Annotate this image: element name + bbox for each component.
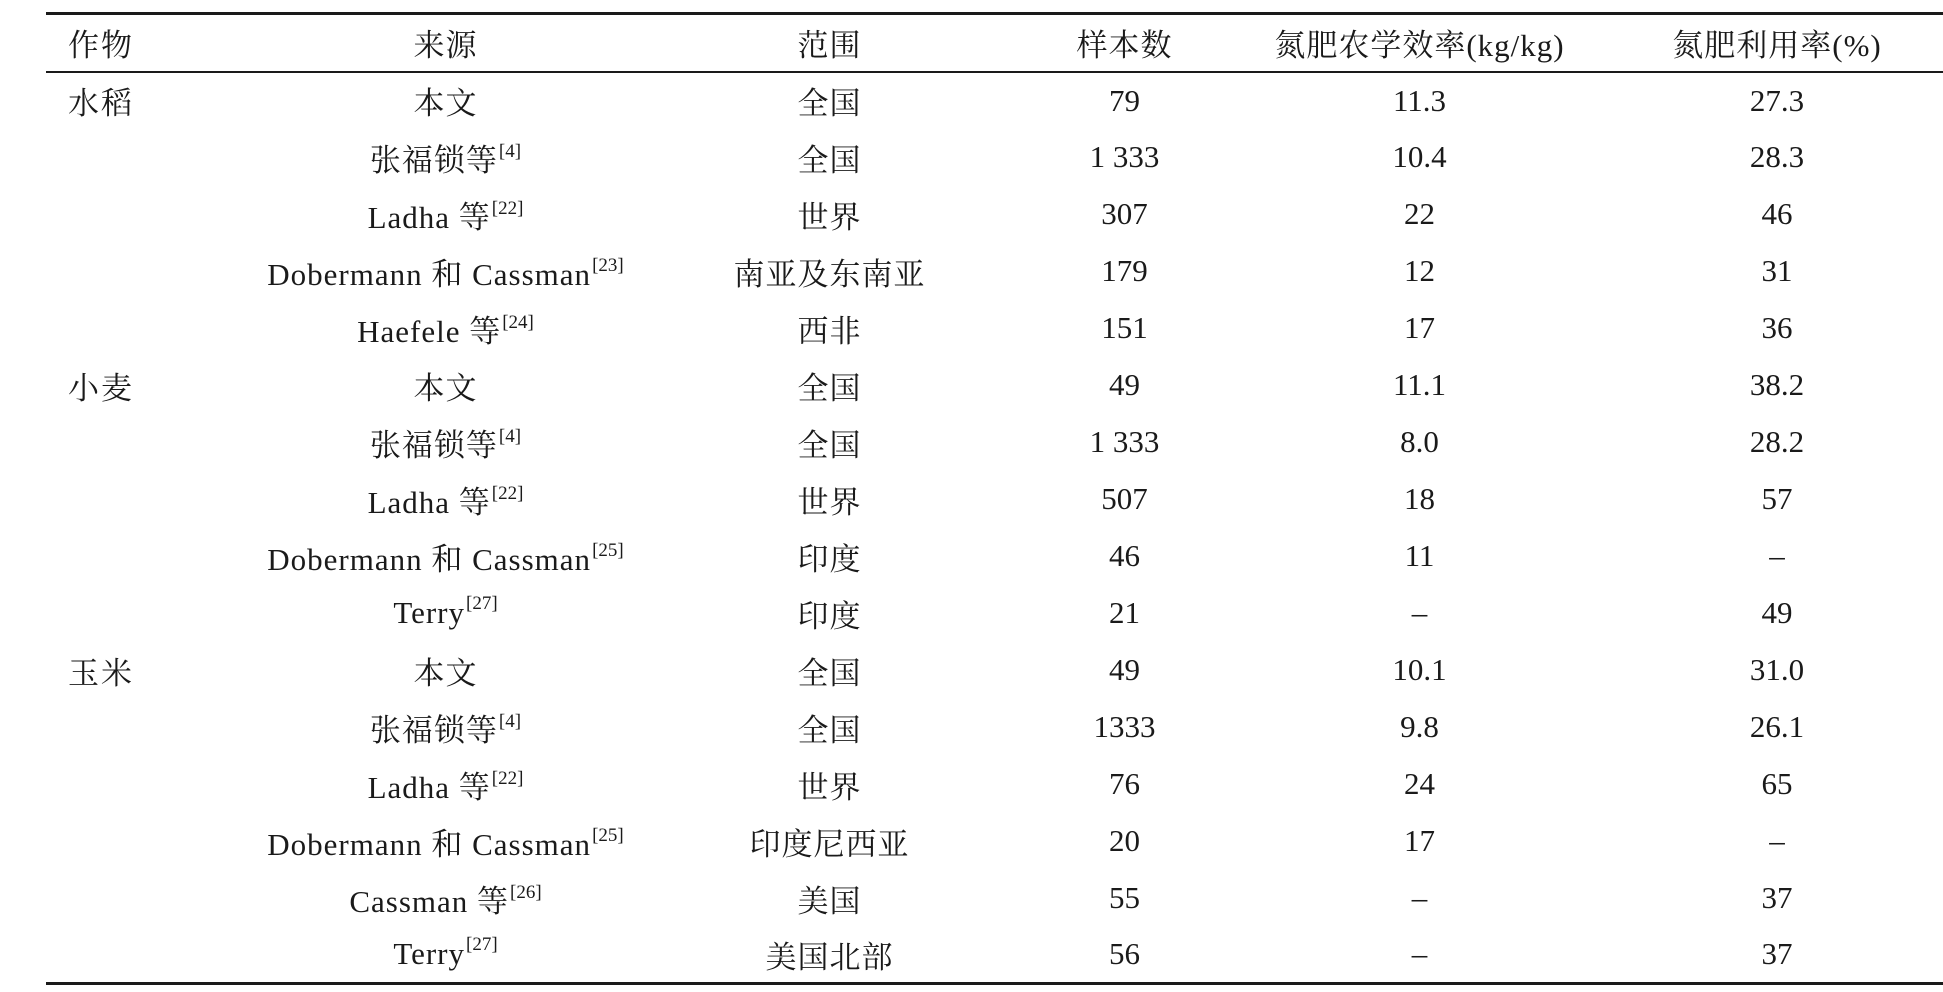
table-row (46, 72, 1943, 129)
cell-agronomic-efficiency: 17 (1404, 310, 1435, 345)
cell-recovery-efficiency: 26.1 (1749, 709, 1805, 744)
cell-agronomic-efficiency: 17 (1404, 823, 1435, 858)
table-row (46, 528, 1943, 585)
reference-citation: [27] (466, 593, 498, 614)
source-text: Haefele 等 (357, 313, 502, 349)
cell-agronomic-efficiency: 22 (1404, 196, 1435, 231)
cell-agronomic-efficiency: 10.1 (1392, 652, 1447, 687)
cell-crop (46, 756, 234, 813)
cell-source (234, 870, 657, 927)
cell-agronomic-efficiency: 11.1 (1392, 367, 1447, 402)
cell-crop: 水稻 (68, 86, 134, 121)
table-row (46, 927, 1943, 984)
reference-citation: [22] (491, 197, 524, 219)
cell-recovery-efficiency: 57 (1761, 481, 1793, 516)
cell-crop (46, 870, 234, 927)
cell-crop (46, 813, 234, 870)
table-row (46, 243, 1943, 300)
cell-crop (46, 927, 234, 984)
cell-sample-count: 56 (1002, 927, 1247, 984)
cell-agronomic-efficiency: – (1411, 880, 1428, 915)
reference-citation: [4] (498, 425, 522, 447)
cell-crop: 小麦 (68, 370, 134, 406)
cell-crop (46, 471, 234, 528)
reference-citation: [25] (592, 539, 624, 561)
source-text: Ladha 等 (367, 199, 491, 235)
cell-range: 美国 (797, 883, 862, 919)
cell-sample-count: 55 (1109, 880, 1140, 915)
cell-range: 印度 (797, 598, 862, 634)
cell-range: 全国 (797, 142, 862, 178)
cell-range: 印度尼西亚 (749, 826, 910, 862)
cell-sample-count: 20 (1109, 823, 1140, 858)
source-text: Dobermann 和 Cassman (267, 541, 592, 577)
cell-sample-count: 49 (1109, 652, 1140, 687)
source-text: Dobermann 和 Cassman (267, 826, 592, 862)
source-text: 本文 (413, 86, 478, 121)
cell-recovery-efficiency: 31 (1761, 253, 1793, 288)
header-range: 范围 (657, 14, 1002, 72)
cell-sample-count: 1 333 (1089, 424, 1160, 459)
cell-recovery-efficiency: 37 (1592, 927, 1943, 984)
header-source: 来源 (234, 14, 657, 72)
source-text: 张福锁等 (369, 142, 498, 178)
table-row (46, 699, 1943, 756)
reference-citation: [4] (498, 140, 522, 162)
reference-citation: [25] (592, 824, 624, 846)
cell-recovery-efficiency: 28.2 (1749, 424, 1805, 459)
cell-range: 世界 (797, 484, 862, 520)
table-row (46, 642, 1943, 699)
table-row (46, 186, 1943, 243)
header-crop: 作物 (46, 14, 234, 72)
reference-citation: [22] (491, 482, 524, 504)
cell-crop (46, 129, 234, 186)
source-text: Ladha 等 (367, 484, 491, 520)
reference-citation: [4] (498, 710, 522, 732)
cell-source (234, 72, 657, 129)
cell-crop (46, 300, 234, 357)
cell-recovery-efficiency: 31.0 (1749, 652, 1805, 687)
reference-citation: [27] (466, 934, 498, 956)
cell-sample-count: 79 (1109, 82, 1140, 118)
cell-range: 南亚及东南亚 (733, 256, 926, 292)
reference-citation: [26] (510, 881, 542, 903)
cell-recovery-efficiency: – (1769, 823, 1785, 858)
cell-range: 全国 (797, 655, 862, 691)
cell-crop (46, 186, 234, 243)
source-text: Dobermann 和 Cassman (267, 256, 592, 292)
cell-recovery-efficiency: 49 (1761, 595, 1793, 630)
cell-agronomic-efficiency: 10.4 (1392, 139, 1447, 174)
cell-crop (46, 243, 234, 300)
cell-recovery-efficiency: 65 (1761, 766, 1793, 801)
cell-source (234, 414, 657, 471)
table-row (46, 870, 1943, 927)
cell-source (234, 642, 657, 699)
table-row (46, 585, 1943, 642)
header-recovery-efficiency: 氮肥利用率(%) (1592, 14, 1943, 72)
cell-source (234, 129, 657, 186)
cell-crop: 玉米 (68, 655, 134, 691)
cell-agronomic-efficiency: 8.0 (1400, 424, 1439, 459)
cell-source (234, 357, 657, 414)
cell-crop (46, 528, 234, 585)
cell-source (234, 186, 657, 243)
cell-recovery-efficiency: – (1769, 538, 1785, 573)
header-row (46, 14, 1943, 72)
cell-recovery-efficiency: 28.3 (1749, 139, 1805, 174)
reference-citation: [24] (502, 311, 534, 333)
cell-source (234, 813, 657, 870)
table-row (46, 471, 1943, 528)
cell-source (234, 699, 657, 756)
cell-crop (46, 414, 234, 471)
cell-agronomic-efficiency: 18 (1404, 481, 1435, 516)
cell-agronomic-efficiency: 11 (1404, 538, 1435, 573)
source-text: Terry (393, 595, 466, 630)
cell-agronomic-efficiency: – (1247, 927, 1592, 984)
cell-source (234, 585, 657, 642)
cell-sample-count: 1 333 (1089, 139, 1160, 174)
cell-recovery-efficiency: 27.3 (1749, 82, 1805, 118)
cell-agronomic-efficiency: 12 (1404, 253, 1435, 288)
reference-citation: [23] (592, 254, 624, 276)
reference-citation: [22] (491, 767, 524, 789)
nitrogen-efficiency-table (46, 12, 1943, 985)
table-row (46, 813, 1943, 870)
cell-range: 全国 (797, 86, 862, 121)
cell-sample-count: 49 (1109, 367, 1140, 402)
table-row (46, 414, 1943, 471)
cell-sample-count: 76 (1109, 766, 1140, 801)
source-text: 本文 (413, 655, 478, 691)
cell-source (234, 528, 657, 585)
cell-sample-count: 179 (1101, 253, 1148, 288)
cell-range: 西非 (797, 313, 862, 349)
cell-recovery-efficiency: 36 (1761, 310, 1793, 345)
source-text: Ladha 等 (367, 769, 491, 805)
cell-agronomic-efficiency: – (1411, 595, 1428, 630)
source-text: Cassman 等 (349, 883, 510, 919)
source-text: Terry (393, 936, 466, 972)
source-text: 张福锁等 (369, 427, 498, 463)
cell-recovery-efficiency: 38.2 (1749, 367, 1805, 402)
source-text: 张福锁等 (369, 712, 498, 748)
cell-source (234, 300, 657, 357)
table-row (46, 300, 1943, 357)
table-row (46, 756, 1943, 813)
table-row (46, 357, 1943, 414)
cell-range: 全国 (797, 712, 862, 748)
cell-sample-count: 151 (1101, 310, 1148, 345)
cell-sample-count: 507 (1101, 481, 1148, 516)
cell-range: 美国北部 (657, 927, 1002, 984)
cell-agronomic-efficiency: 11.3 (1392, 82, 1447, 118)
cell-range: 全国 (797, 370, 862, 406)
cell-crop (46, 699, 234, 756)
cell-agronomic-efficiency: 9.8 (1400, 709, 1439, 744)
data-table-container (46, 12, 1940, 985)
cell-range: 世界 (797, 769, 862, 805)
cell-sample-count: 46 (1109, 538, 1140, 573)
table-header (46, 14, 1943, 72)
cell-range: 全国 (797, 427, 862, 463)
cell-agronomic-efficiency: 24 (1404, 766, 1435, 801)
source-text: 本文 (413, 370, 478, 406)
header-agronomic-efficiency: 氮肥农学效率(kg/kg) (1247, 14, 1592, 72)
cell-recovery-efficiency: 37 (1761, 880, 1793, 915)
cell-source (234, 756, 657, 813)
cell-recovery-efficiency: 46 (1761, 196, 1793, 231)
table-body (46, 72, 1943, 984)
cell-range: 印度 (797, 541, 862, 577)
cell-source (234, 243, 657, 300)
cell-source (234, 927, 657, 984)
cell-crop (46, 585, 234, 642)
table-row (46, 129, 1943, 186)
cell-sample-count: 307 (1101, 196, 1148, 231)
header-sample-count: 样本数 (1002, 14, 1247, 72)
cell-sample-count: 1333 (1093, 709, 1156, 744)
cell-sample-count: 21 (1109, 595, 1140, 630)
cell-source (234, 471, 657, 528)
cell-range: 世界 (797, 199, 862, 235)
